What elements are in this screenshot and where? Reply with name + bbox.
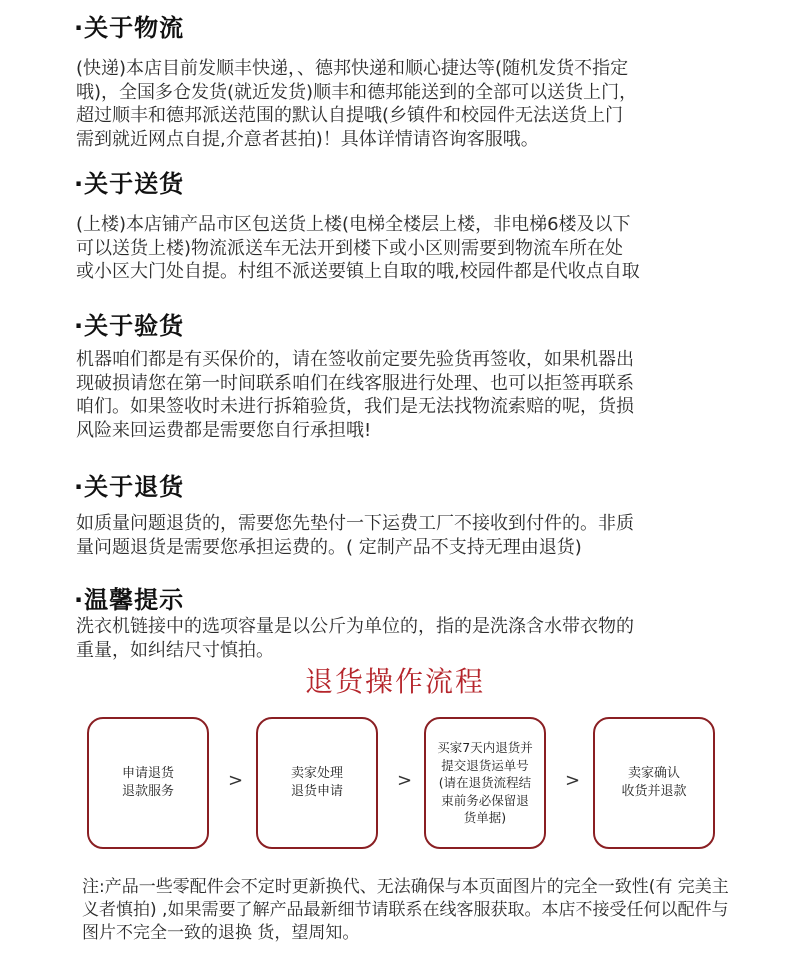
footer-note: 注:产品一些零配件会不定时更新换代、无法确保与本页面图片的完全一致性(有 完美主义者慎拍) ,如果需要了解产品最新细节请联系在线客服获取。本店不接受任何以配件与图片不完全一致的退换 货，望周知。 — [82, 877, 729, 943]
section-heading-tips: ·温馨提示 — [74, 586, 185, 614]
section-heading-logistics: ·关于物流 — [74, 14, 185, 42]
section-heading-returns: ·关于退货 — [74, 473, 185, 501]
flow-step-seller-confirm: 卖家确认 收货并退款 — [593, 717, 715, 849]
section-body-logistics: (快递)本店目前发顺丰快递，、德邦快递和顺心捷达等(随机发货不指定 哦)，全国多仓发货(就近发货)顺丰和德邦能送到的全部可以送货上门， 超过顺丰和德邦派送范围的默认自提哦(乡镇件和校园件无法送货上门 需到就近网点自提,介意者甚拍)！具体详情请咨询客服哦。 — [76, 58, 638, 150]
flow-arrow: > — [397, 770, 413, 791]
section-heading-delivery: ·关于送货 — [74, 170, 185, 198]
flow-arrow: > — [565, 770, 581, 791]
flow-step-seller-process: 卖家处理 退货申请 — [256, 717, 378, 849]
flow-step-buyer-return: 买家7天内退货并 提交退货运单号 (请在退货流程结 束前务必保留退 货单据) — [424, 717, 546, 849]
section-body-returns: 如质量问题退货的，需要您先垫付一下运费工厂不接收到付件的。非质 量问题退货是需要您承担运费的。( 定制产品不支持无理由退货) — [76, 513, 634, 558]
flow-step-apply: 申请退货 退款服务 — [87, 717, 209, 849]
section-body-tips: 洗衣机链接中的选项容量是以公斤为单位的，指的是洗涤含水带衣物的 重量，如纠结尺寸慎拍。 — [76, 616, 634, 661]
section-body-inspection: 机器咱们都是有买保价的，请在签收前定要先验货再签收，如果机器出 现破损请您在第一时间联系咱们在线客服进行处理、也可以拒签再联系 咱们。如果签收时未进行拆箱验货，我们是无法找物流索赔的呢，货损 风险来回运费都是需要您自行承担哦! — [76, 349, 634, 441]
section-body-delivery: (上楼)本店铺产品市区包送货上楼(电梯全楼层上楼，非电梯6楼及以下 可以送货上楼)物流派送车无法开到楼下或小区则需要到物流车所在处 或小区大门处自提。村组不派送要镇上自取的哦,校园件都是代收点自取 — [76, 214, 640, 282]
flow-title: 退货操作流程 — [304, 665, 485, 698]
flow-arrow: > — [228, 770, 244, 791]
section-heading-inspection: ·关于验货 — [74, 312, 185, 340]
